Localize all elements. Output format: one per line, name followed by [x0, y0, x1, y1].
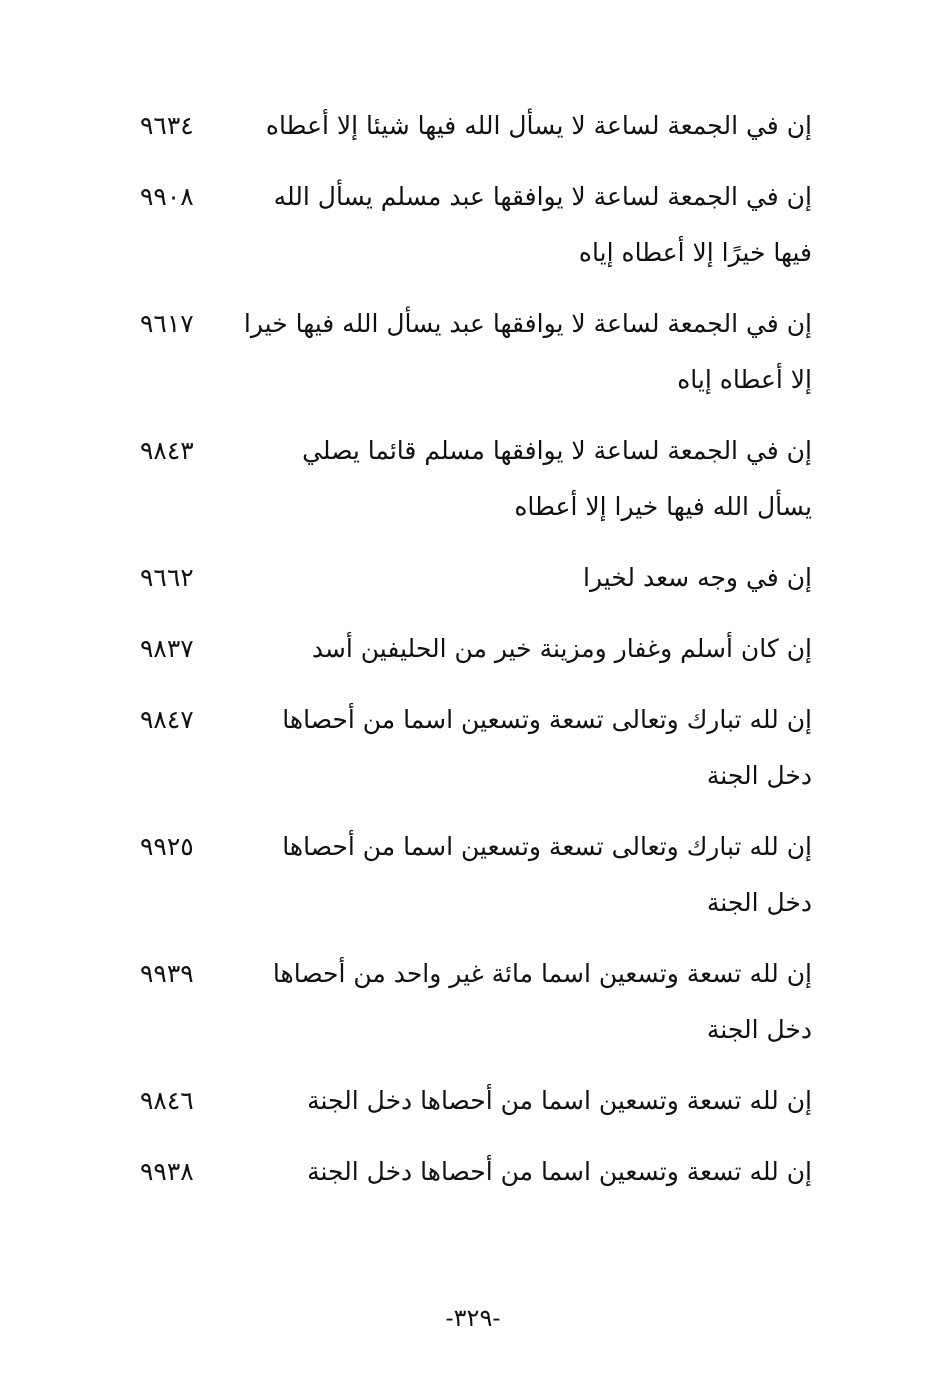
entry-text: إن في الجمعة لساعة لا يوافقها عبد مسلم يسأل الله فيها خيرًا إلا أعطاه إياه: [273, 182, 812, 267]
entry-text: إن كان أسلم وغفار ومزينة خير من الحليفين أسد: [311, 634, 812, 663]
index-entries: [140, 98, 812, 1215]
entry-number: ٩٩٣٩: [140, 959, 194, 988]
index-entry: [140, 1144, 812, 1200]
entry-number: ٩٦٦٢: [140, 563, 194, 592]
index-entry: [140, 423, 812, 535]
entry-text: إن لله تسعة وتسعين اسما من أحصاها دخل الجنة: [307, 1157, 812, 1186]
entry-number: ٩٩٠٨: [140, 182, 194, 211]
entry-text: إن في الجمعة لساعة لا يوافقها مسلم قائما يصلي يسأل الله فيها خيرا إلا أعطاه: [302, 436, 812, 521]
index-entry: [140, 692, 812, 804]
index-entry: [140, 98, 812, 154]
index-entry: [140, 296, 812, 408]
entry-number: ٩٩٣٨: [140, 1157, 194, 1186]
entry-text: إن لله تسعة وتسعين اسما مائة غير واحد من أحصاها دخل الجنة: [272, 959, 812, 1044]
entry-text: إن في الجمعة لساعة لا يوافقها عبد يسأل الله فيها خيرا إلا أعطاه إياه: [243, 309, 812, 394]
entry-number: ٩٦١٧: [140, 309, 194, 338]
entry-number: ٩٨٤٦: [140, 1086, 194, 1115]
entry-text: إن لله تسعة وتسعين اسما من أحصاها دخل الجنة: [307, 1086, 812, 1115]
entry-number: ٩٨٤٧: [140, 705, 194, 734]
index-entry: [140, 946, 812, 1058]
entry-number: ٩٩٢٥: [140, 832, 194, 861]
index-entry: [140, 1073, 812, 1129]
entry-number: ٩٦٣٤: [140, 111, 194, 140]
index-entry: [140, 169, 812, 281]
entry-text: إن لله تبارك وتعالى تسعة وتسعين اسما من أحصاها دخل الجنة: [282, 832, 812, 917]
entry-text: إن في وجه سعد لخيرا: [583, 563, 812, 592]
entry-number: ٩٨٣٧: [140, 634, 194, 663]
index-entry: [140, 819, 812, 931]
entry-text: إن في الجمعة لساعة لا يسأل الله فيها شيئا إلا أعطاه: [265, 111, 812, 140]
index-entry: [140, 621, 812, 677]
entry-text: إن لله تبارك وتعالى تسعة وتسعين اسما من أحصاها دخل الجنة: [282, 705, 812, 790]
page-number: -٣٢٩-: [445, 1304, 501, 1332]
index-entry: [140, 550, 812, 606]
entry-number: ٩٨٤٣: [140, 436, 194, 465]
